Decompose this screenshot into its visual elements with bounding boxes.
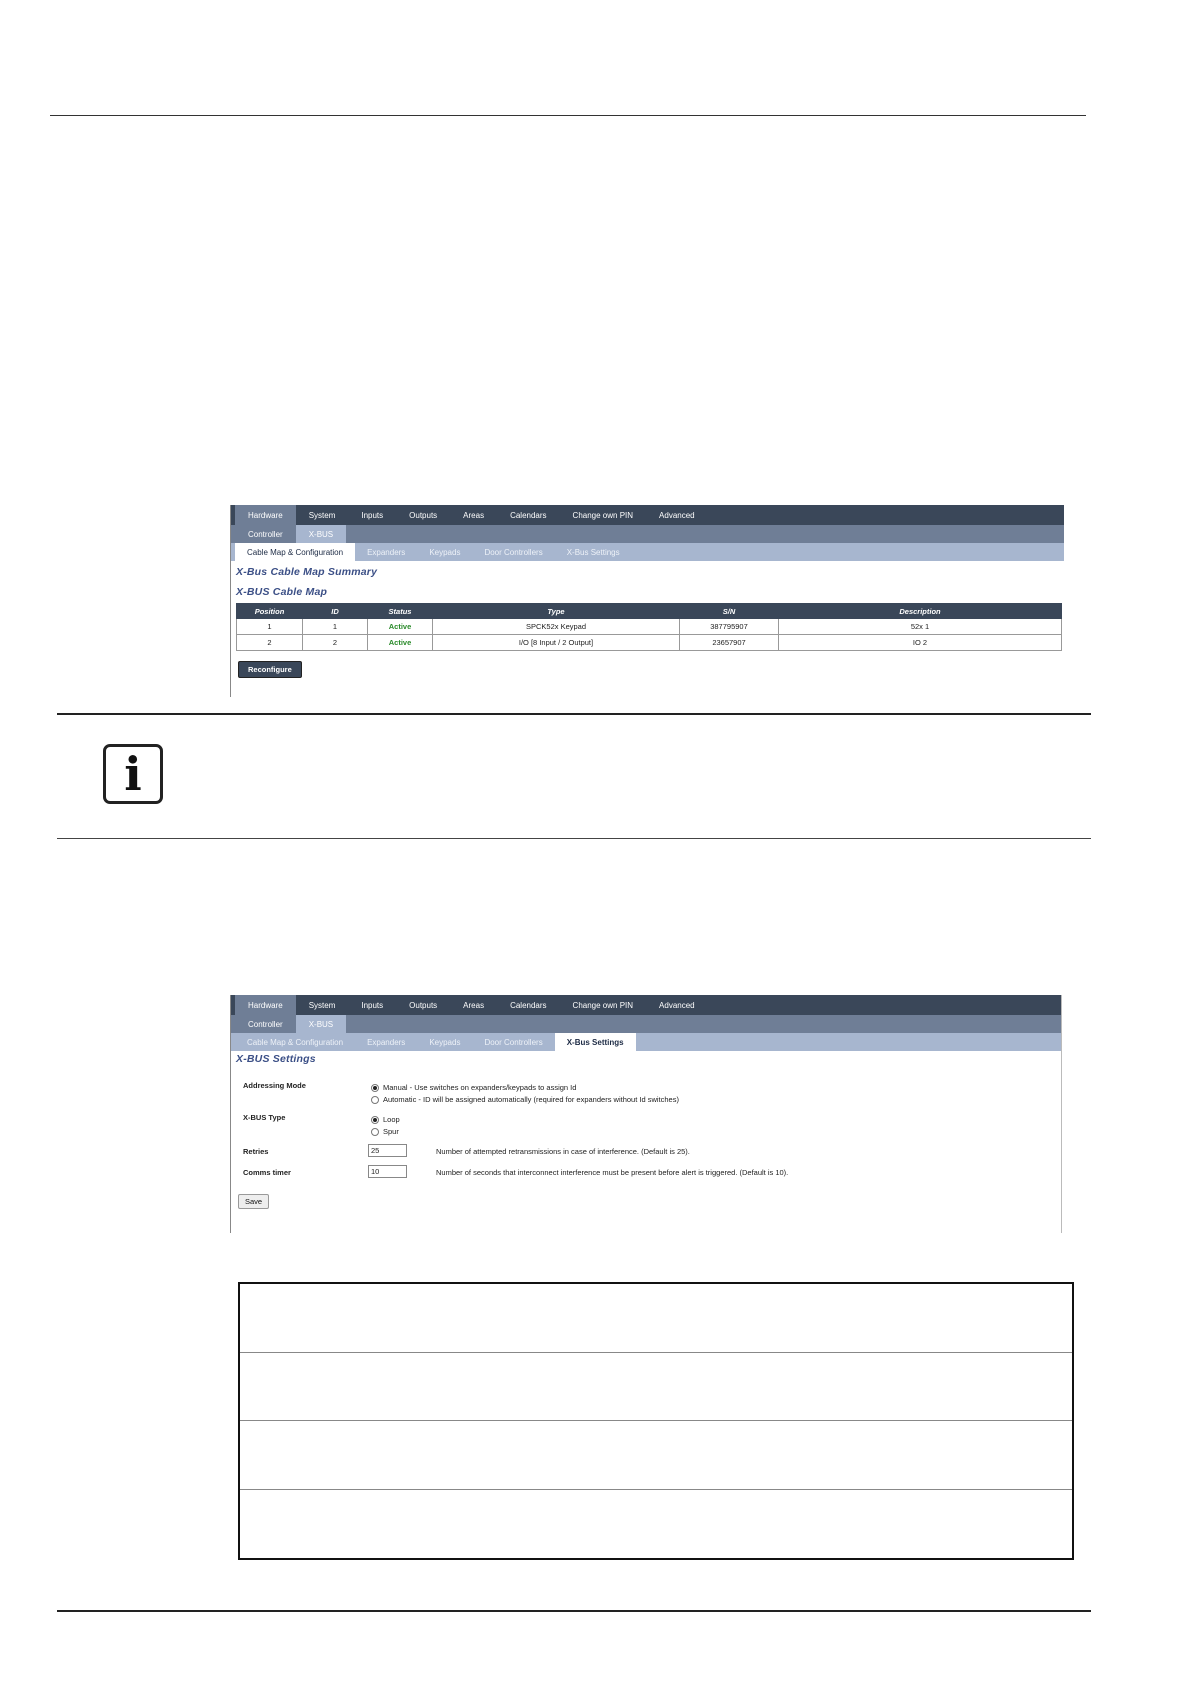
reconfigure-button[interactable]: Reconfigure [238,661,302,678]
tab-inputs[interactable]: Inputs [361,1000,384,1010]
tab-system[interactable]: System [308,510,336,520]
tab-calendars[interactable]: Calendars [510,510,547,520]
col-status: Status [368,604,433,619]
addressing-option-manual-label: Manual - Use switches on expanders/keypads to assign Id [383,1083,577,1092]
tab-xbus[interactable]: X-BUS [296,525,346,543]
tab-cable-map[interactable]: Cable Map & Configuration [235,543,355,561]
radio-manual[interactable] [371,1084,379,1092]
addressing-option-automatic[interactable] [371,1095,679,1104]
radio-spur[interactable] [371,1128,379,1136]
table-row [240,1284,1072,1353]
tab-calendars[interactable]: Calendars [510,1000,547,1010]
note-top-rule [57,713,1091,715]
radio-loop[interactable] [371,1116,379,1124]
main-nav [231,995,1061,1015]
tab-inputs[interactable]: Inputs [361,510,384,520]
cell-type: SPCK52x Keypad [433,619,680,635]
addressing-mode-label: Addressing Mode [243,1081,306,1090]
xbus-nav [231,1033,1061,1051]
parameter-table [238,1282,1074,1560]
xbus-type-label: X-BUS Type [243,1113,286,1122]
sub-nav [231,525,1064,543]
cell-sn: 23657907 [680,635,779,651]
tab-xbus-settings[interactable]: X-Bus Settings [555,1033,636,1051]
table-row [237,635,1062,651]
col-sn: S/N [680,604,779,619]
col-id: ID [303,604,368,619]
cell-sn: 387795907 [680,619,779,635]
cable-map-screenshot [230,505,1064,697]
addressing-option-automatic-label: Automatic - ID will be assigned automatically (required for expanders without Id switches) [383,1095,679,1104]
info-icon [103,744,163,804]
retries-label: Retries [243,1147,269,1156]
tab-change-own-pin[interactable]: Change own PIN [572,510,634,520]
tab-controller[interactable]: Controller [248,529,283,539]
retries-hint: Number of attempted retransmissions in case of interference. (Default is 25). [436,1147,690,1156]
cell-status: Active [368,619,433,635]
tab-outputs[interactable]: Outputs [409,1000,438,1010]
table-header-row [237,604,1062,619]
tab-xbus[interactable]: X-BUS [296,1015,346,1033]
tab-keypads[interactable]: Keypads [429,547,461,557]
tab-keypads[interactable]: Keypads [429,1037,461,1047]
table-row [240,1490,1072,1559]
cell-type: I/O [8 Input / 2 Output] [433,635,680,651]
comms-timer-hint: Number of seconds that interconnect interference must be present before alert is triggered. (Default is 10). [436,1168,789,1177]
tab-controller[interactable]: Controller [248,1019,283,1029]
type-option-spur-label: Spur [383,1127,399,1136]
tab-change-own-pin[interactable]: Change own PIN [572,1000,634,1010]
xbus-settings-screenshot [230,995,1062,1233]
col-description: Description [779,604,1062,619]
type-option-loop-label: Loop [383,1115,400,1124]
addressing-option-manual[interactable] [371,1083,576,1092]
tab-cable-map[interactable]: Cable Map & Configuration [247,1037,344,1047]
info-icon-glyph: i [124,747,142,801]
cell-status: Active [368,635,433,651]
tab-areas[interactable]: Areas [463,510,485,520]
cell-description: 52x 1 [779,619,1062,635]
cell-position: 2 [237,635,303,651]
cable-map-summary-title: X-Bus Cable Map Summary [236,566,378,578]
col-type: Type [433,604,680,619]
save-button[interactable]: Save [238,1194,269,1209]
tab-advanced[interactable]: Advanced [659,510,695,520]
type-option-spur[interactable] [371,1127,399,1136]
type-option-loop[interactable] [371,1115,400,1124]
cell-id: 1 [303,619,368,635]
comms-timer-label: Comms timer [243,1168,291,1177]
main-nav [231,505,1064,525]
comms-timer-input[interactable]: 10 [368,1165,407,1178]
cell-position: 1 [237,619,303,635]
sub-nav [231,1015,1061,1033]
table-row [240,1353,1072,1422]
cable-map-title: X-BUS Cable Map [236,586,328,598]
retries-input[interactable]: 25 [368,1144,407,1157]
tab-areas[interactable]: Areas [463,1000,485,1010]
table-row [237,619,1062,635]
tab-hardware[interactable]: Hardware [235,505,296,525]
radio-automatic[interactable] [371,1096,379,1104]
tab-door-controllers[interactable]: Door Controllers [484,547,543,557]
note-bottom-rule [57,838,1091,839]
tab-xbus-settings[interactable]: X-Bus Settings [566,547,620,557]
footer-rule [57,1610,1091,1612]
tab-system[interactable]: System [308,1000,336,1010]
table-row [240,1421,1072,1490]
cell-id: 2 [303,635,368,651]
tab-door-controllers[interactable]: Door Controllers [484,1037,543,1047]
col-position: Position [237,604,303,619]
tab-expanders[interactable]: Expanders [367,547,406,557]
tab-outputs[interactable]: Outputs [409,510,438,520]
xbus-settings-title: X-BUS Settings [236,1053,316,1065]
header-rule [50,115,1086,116]
tab-advanced[interactable]: Advanced [659,1000,695,1010]
tab-expanders[interactable]: Expanders [367,1037,406,1047]
cell-description: IO 2 [779,635,1062,651]
xbus-nav [231,543,1064,561]
cable-map-table [236,603,1062,651]
tab-hardware[interactable]: Hardware [235,995,296,1015]
